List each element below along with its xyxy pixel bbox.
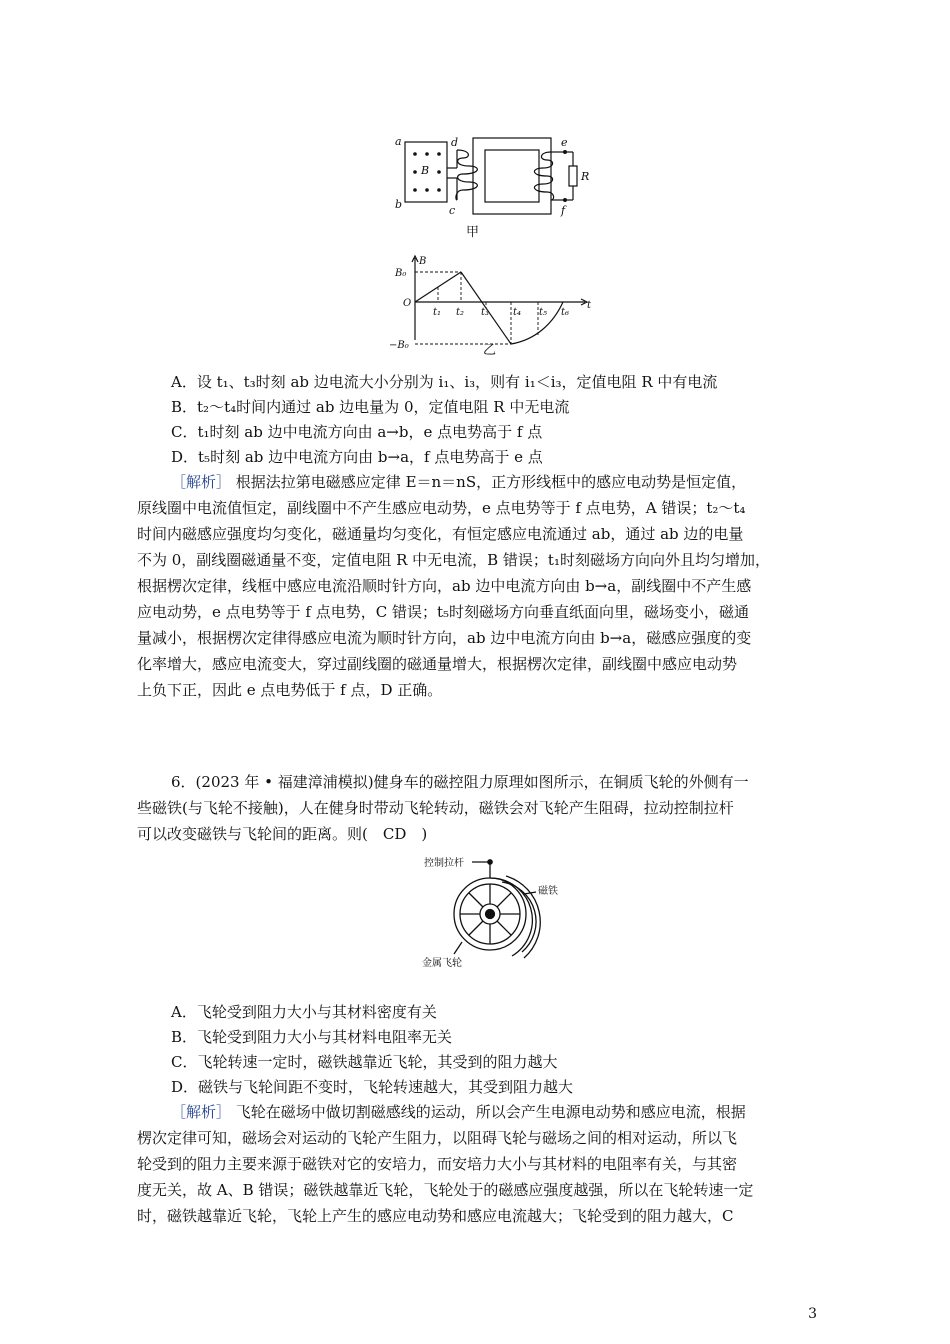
q6-analysis-line-3: 轮受到的阻力主要来源于磁铁对它的安培力，而安培力大小与其材料的电阻率有关，与其密: [137, 1155, 738, 1173]
q6-option-a: A．飞轮受到阻力大小与其材料密度有关: [171, 1003, 437, 1021]
q5-analysis-line-4: 不为 0，副线圈磁通量不变，定值电阻 R 中无电流，B 错误；t₁时刻磁场方向向外且均匀增加，: [137, 551, 770, 569]
q6-analysis-text-1: 飞轮在磁场中做切割磁感线的运动，所以会产生电源电动势和感应电流，根据: [235, 1103, 746, 1121]
q5-option-a: A．设 t₁、t₃时刻 ab 边电流大小分别为 i₁、i₃，则有 i₁＜i₃，定值电阻 R 中有电流: [171, 373, 718, 391]
q6-analysis-line-4: 度无关，故 A、B 错误；磁铁越靠近飞轮，飞轮处于的磁感应强度越强，所以在飞轮转速一定: [137, 1181, 754, 1199]
q6-analysis-line-2: 楞次定律可知，磁场会对运动的飞轮产生阻力，以阻碍飞轮与磁场之间的相对运动，所以飞: [137, 1129, 738, 1147]
q5-analysis-line-9: 上负下正，因此 e 点电势低于 f 点，D 正确。: [137, 681, 443, 699]
q6-stem-line-3: 可以改变磁铁与飞轮间的距离。则( CD ): [137, 825, 428, 843]
label-b: b: [395, 198, 403, 211]
label-t5: t₅: [539, 307, 548, 318]
label-t-axis: t: [587, 300, 592, 311]
figure-yi-graph: [385, 252, 595, 352]
q5-analysis-line-8: 化率增大，感应电流变大，穿过副线圈的磁通量增大，根据楞次定律，副线圈中感应电动势: [137, 655, 738, 673]
q5-analysis-text-1: 根据法拉第电磁感应定律 E＝n＝nS，正方形线框中的感应电动势是恒定值，: [235, 473, 747, 491]
figure-flywheel: [400, 852, 580, 972]
label-t1: t₁: [433, 307, 442, 318]
figure-yi-caption: 乙: [483, 343, 497, 358]
q5-analysis-line-1: [171, 472, 746, 492]
label-O: O: [403, 298, 412, 309]
label-f: f: [561, 204, 566, 217]
q6-option-c: C．飞轮转速一定时，磁铁越靠近飞轮，其受到的阻力越大: [171, 1053, 558, 1071]
label-t4: t₄: [513, 307, 522, 318]
label-t2: t₂: [456, 307, 465, 318]
label-d: d: [451, 136, 459, 149]
figure-jia-circuit: [385, 130, 595, 220]
label-B0: B₀: [395, 268, 407, 279]
label-metal-flywheel: 金属飞轮: [422, 958, 462, 969]
q6-analysis-line-1: [171, 1102, 746, 1122]
q6-stem-line-2: 些磁铁(与飞轮不接触)，人在健身时带动飞轮转动，磁铁会对飞轮产生阻碍，拉动控制拉杆: [137, 799, 734, 817]
q5-analysis-line-7: 量减小，根据楞次定律得感应电流为顺时针方向，ab 边中电流方向由 b→a，磁感应强度的变: [137, 629, 752, 647]
q5-analysis-tag: ［解析］: [171, 473, 232, 491]
label-e: e: [561, 136, 568, 149]
label-t3: t₃: [481, 307, 490, 318]
label-B: B: [421, 164, 430, 177]
label-t6: t₆: [561, 307, 570, 318]
label-a: a: [395, 135, 402, 148]
q6-stem-line-1: 6．(2023 年 • 福建漳浦模拟)健身车的磁控阻力原理如图所示，在铜质飞轮的外侧有一: [171, 773, 749, 791]
q6-option-b: B．飞轮受到阻力大小与其材料电阻率无关: [171, 1028, 453, 1046]
q6-option-d: D．磁铁与飞轮间距不变时，飞轮转速越大，其受到阻力越大: [171, 1078, 574, 1096]
q5-analysis-line-6: 应电动势，e 点电势等于 f 点电势，C 错误；t₅时刻磁场方向垂直纸面向里，磁场变小，磁通: [137, 603, 750, 621]
label-neg-B0: −B₀: [389, 340, 409, 351]
label-R: R: [581, 170, 590, 183]
q5-analysis-line-2: 原线圈中电流值恒定，副线圈中不产生感应电动势，e 点电势等于 f 点电势，A 错误；t₂～t₄: [137, 499, 746, 517]
q5-option-d: D．t₅时刻 ab 边中电流方向由 b→a，f 点电势高于 e 点: [171, 448, 543, 466]
q6-analysis-line-5: 时，磁铁越靠近飞轮，飞轮上产生的感应电动势和感应电流越大；飞轮受到的阻力越大，C: [137, 1207, 734, 1225]
figure-jia-caption: 甲: [466, 225, 480, 240]
label-c: c: [449, 204, 456, 217]
q5-analysis-line-5: 根据楞次定律，线框中感应电流沿顺时针方向，ab 边中电流方向由 b→a，副线圈中不产生感: [137, 577, 752, 595]
q5-analysis-line-3: 时间内磁感应强度均匀变化，磁通量均匀变化，有恒定感应电流通过 ab，通过 ab 边的电量: [137, 525, 744, 543]
label-magnet: 磁铁: [538, 886, 558, 897]
label-control-lever: 控制拉杆: [424, 858, 464, 869]
q6-analysis-tag: ［解析］: [171, 1103, 232, 1121]
page-number: 3: [808, 1306, 817, 1322]
q5-option-b: B．t₂～t₄时间内通过 ab 边电量为 0，定值电阻 R 中无电流: [171, 398, 570, 416]
q5-option-c: C．t₁时刻 ab 边中电流方向由 a→b，e 点电势高于 f 点: [171, 423, 543, 441]
label-B-axis: B: [419, 256, 427, 267]
